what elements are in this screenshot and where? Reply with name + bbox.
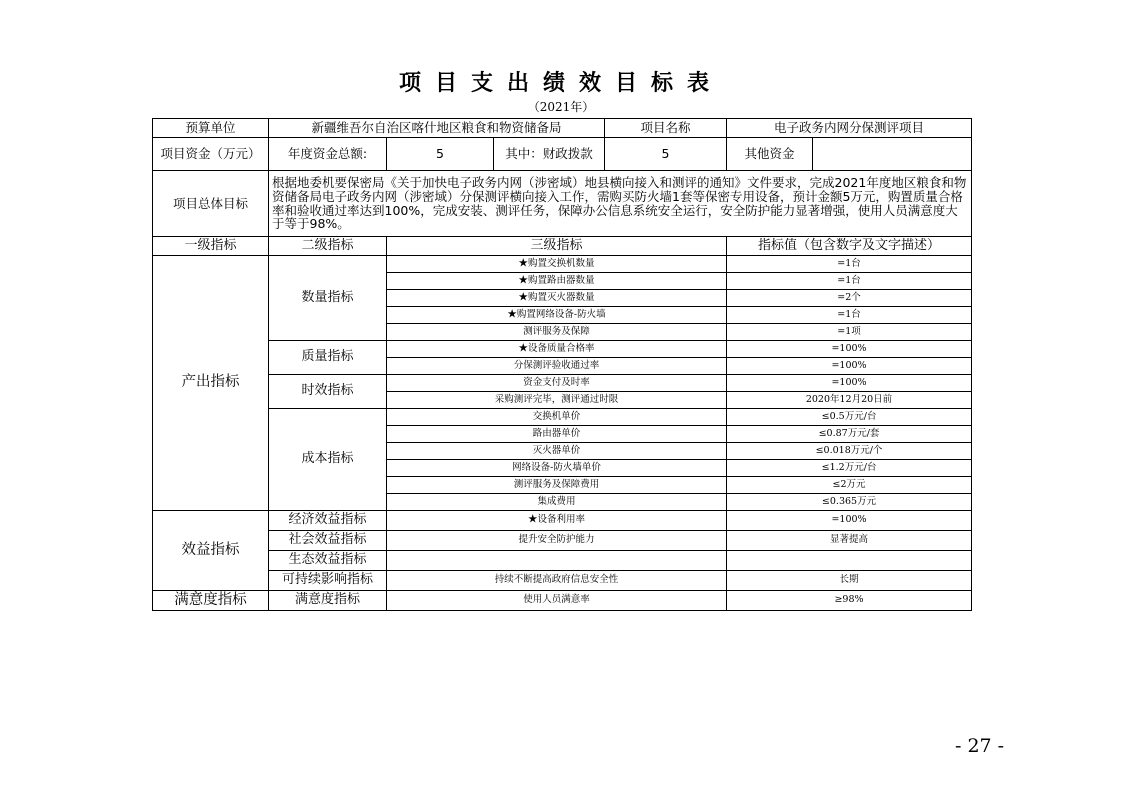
col-header-value: 指标值（包含数字及文字描述） bbox=[727, 237, 972, 256]
column-header-row bbox=[153, 237, 972, 256]
goal-row bbox=[153, 171, 972, 237]
indicator-value: =100% bbox=[727, 341, 972, 358]
table-row bbox=[153, 375, 972, 392]
timeliness-l2: 时效指标 bbox=[269, 375, 387, 409]
indicator-name: 资金支付及时率 bbox=[387, 375, 727, 392]
indicator-value: =100% bbox=[727, 375, 972, 392]
page-title: 项目支出绩效目标表 bbox=[398, 71, 723, 96]
project-name-label: 项目名称 bbox=[605, 119, 727, 138]
other-funds-label: 其他资金 bbox=[727, 138, 813, 171]
indicator-name: ★购置路由器数量 bbox=[387, 273, 727, 290]
col-header-l3: 三级指标 bbox=[387, 237, 727, 256]
benefit-l2: 经济效益指标 bbox=[269, 511, 387, 531]
indicator-value: ≤0.5万元/台 bbox=[727, 409, 972, 426]
fiscal-value: 5 bbox=[605, 138, 727, 171]
benefit-l1: 效益指标 bbox=[153, 511, 269, 591]
indicator-name: 使用人员满意率 bbox=[387, 591, 727, 611]
indicator-value: =100% bbox=[727, 358, 972, 375]
table-row bbox=[153, 531, 972, 551]
satisfaction-l2: 满意度指标 bbox=[269, 591, 387, 611]
quantity-l2: 数量指标 bbox=[269, 256, 387, 341]
indicator-name: ★设备利用率 bbox=[387, 511, 727, 531]
benefit-l2: 可持续影响指标 bbox=[269, 571, 387, 591]
indicator-name: 网络设备-防火墙单价 bbox=[387, 460, 727, 477]
indicator-value: 2020年12月20日前 bbox=[727, 392, 972, 409]
indicator-name: ★购置灭火器数量 bbox=[387, 290, 727, 307]
indicator-value: 长期 bbox=[727, 571, 972, 591]
indicator-value: =2个 bbox=[727, 290, 972, 307]
indicator-value: =1台 bbox=[727, 273, 972, 290]
indicator-value: =100% bbox=[727, 511, 972, 531]
cost-l2: 成本指标 bbox=[269, 409, 387, 511]
indicator-name: 采购测评完毕，测评通过时限 bbox=[387, 392, 727, 409]
indicator-value: ≤0.87万元/套 bbox=[727, 426, 972, 443]
indicator-name: ★设备质量合格率 bbox=[387, 341, 727, 358]
indicator-name: 路由器单价 bbox=[387, 426, 727, 443]
performance-target-table bbox=[152, 118, 972, 611]
benefit-l2: 社会效益指标 bbox=[269, 531, 387, 551]
annual-total-value: 5 bbox=[387, 138, 494, 171]
indicator-name: 测评服务及保障费用 bbox=[387, 477, 727, 494]
table-row bbox=[153, 571, 972, 591]
table-row bbox=[153, 591, 972, 611]
table-row bbox=[153, 551, 972, 571]
quality-l2: 质量指标 bbox=[269, 341, 387, 375]
table-row bbox=[153, 341, 972, 358]
indicator-value: ≤0.365万元 bbox=[727, 494, 972, 511]
indicator-name: ★购置交换机数量 bbox=[387, 256, 727, 273]
indicator-value: ≤0.018万元/个 bbox=[727, 443, 972, 460]
col-header-l2: 二级指标 bbox=[269, 237, 387, 256]
indicator-name: 灭火器单价 bbox=[387, 443, 727, 460]
other-funds-value bbox=[813, 138, 972, 171]
indicator-value: =1台 bbox=[727, 307, 972, 324]
indicator-value: ≥98% bbox=[727, 591, 972, 611]
indicator-name: 集成费用 bbox=[387, 494, 727, 511]
indicator-value: =1台 bbox=[727, 256, 972, 273]
indicator-name: 测评服务及保障 bbox=[387, 324, 727, 341]
page-number: - 27 - bbox=[955, 735, 1005, 757]
output-l1: 产出指标 bbox=[153, 256, 269, 511]
fiscal-label: 其中：财政拨款 bbox=[494, 138, 605, 171]
indicator-name: 提升安全防护能力 bbox=[387, 531, 727, 551]
table-row bbox=[153, 409, 972, 426]
unit-value: 新疆维吾尔自治区喀什地区粮食和物资储备局 bbox=[269, 119, 605, 138]
indicator-name: 交换机单价 bbox=[387, 409, 727, 426]
indicator-value: =1项 bbox=[727, 324, 972, 341]
indicator-value: 显著提高 bbox=[727, 531, 972, 551]
funds-label: 项目资金（万元） bbox=[153, 138, 269, 171]
funds-row bbox=[153, 138, 972, 171]
year-subtitle: （2021年） bbox=[527, 100, 595, 114]
goal-label: 项目总体目标 bbox=[153, 171, 269, 237]
satisfaction-l1: 满意度指标 bbox=[153, 591, 269, 611]
annual-total-label: 年度资金总额: bbox=[269, 138, 387, 171]
indicator-value: ≤2万元 bbox=[727, 477, 972, 494]
project-name-value: 电子政务内网分保测评项目 bbox=[727, 119, 972, 138]
indicator-value bbox=[727, 551, 972, 571]
unit-row bbox=[153, 119, 972, 138]
indicator-value: ≤1.2万元/台 bbox=[727, 460, 972, 477]
table-row bbox=[153, 256, 972, 273]
table-row bbox=[153, 511, 972, 531]
benefit-l2: 生态效益指标 bbox=[269, 551, 387, 571]
col-header-l1: 一级指标 bbox=[153, 237, 269, 256]
indicator-name: ★购置网络设备-防火墙 bbox=[387, 307, 727, 324]
indicator-name: 分保测评验收通过率 bbox=[387, 358, 727, 375]
goal-text: 根据地委机要保密局《关于加快电子政务内网（涉密域）地县横向接入和测评的通知》文件要求，完成2021年度地区粮食和物资储备局电子政务内网（涉密域）分保测评横向接入工作，需购买防火墙1套等保密专用设备，预计金额5万元，购置质量合格率和验收通过率达到100%，完成安装、测评任务，保障办公信息系统安全运行，安全防护能力显著增强，使用人员满意度大于等于98%。 bbox=[269, 171, 972, 237]
unit-label: 预算单位 bbox=[153, 119, 269, 138]
indicator-name bbox=[387, 551, 727, 571]
indicator-name: 持续不断提高政府信息安全性 bbox=[387, 571, 727, 591]
